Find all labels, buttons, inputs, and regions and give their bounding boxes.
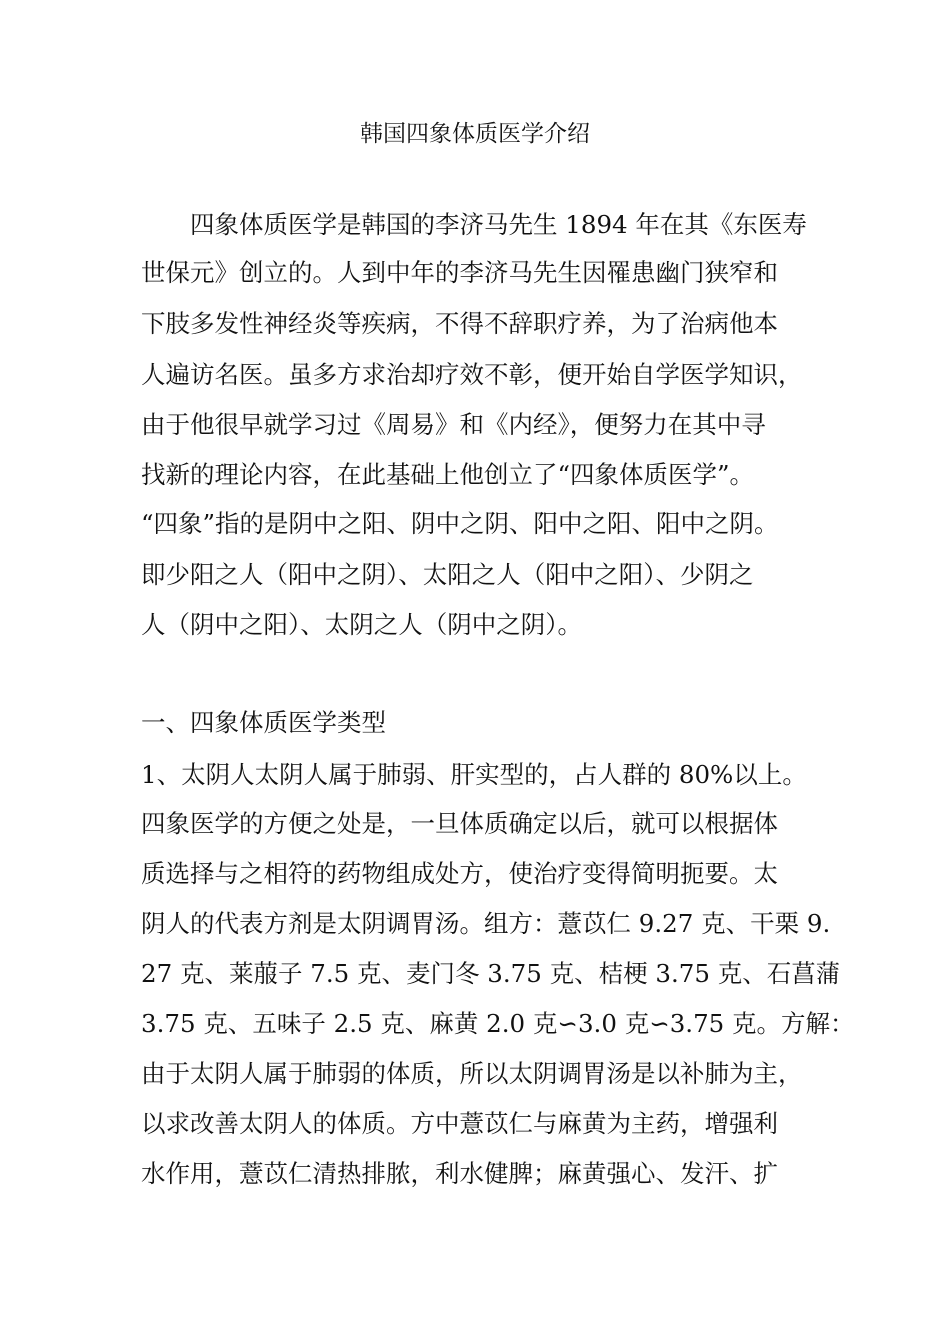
section-line-3: 质选择与之相符的药物组成处方，使治疗变得简明扼要。太 (141, 859, 778, 888)
intro-line-5: 由于他很早就学习过《周易》和《内经》，便努力在其中寻 (141, 410, 766, 439)
intro-line-2: 世保元》创立的。人到中年的李济马先生因罹患幽门狭窄和 (141, 258, 778, 287)
intro-line-4: 人遍访名医。虽多方求治却疗效不彰，便开始自学医学知识， (141, 360, 803, 389)
section-line-6: 3.75 克、五味子 2.5 克、麻黄 2.0 克∽3.0 克∽3.75 克。方解： (141, 1009, 855, 1038)
section-line-9: 水作用，薏苡仁清热排脓，利水健脾；麻黄强心、发汗、扩 (141, 1159, 778, 1188)
intro-line-9: 人（阴中之阳）、太阴之人（阴中之阴）。 (141, 610, 582, 639)
section-line-8: 以求改善太阴人的体质。方中薏苡仁与麻黄为主药，增强利 (141, 1109, 778, 1138)
intro-line-3: 下肢多发性神经炎等疾病，不得不辞职疗养，为了治病他本 (141, 309, 778, 338)
section-line-5: 27 克、莱菔子 7.5 克、麦门冬 3.75 克、桔梗 3.75 克、石菖蒲 (141, 959, 841, 988)
section-line-1: 1、太阴人太阴人属于肺弱、肝实型的，占人群的 80%以上。 (141, 760, 807, 789)
intro-line-8: 即少阳之人（阳中之阴）、太阳之人（阳中之阳）、少阴之 (141, 560, 754, 589)
section-line-7: 由于太阴人属于肺弱的体质，所以太阴调胃汤是以补肺为主， (141, 1059, 803, 1088)
section-heading: 一、四象体质医学类型 (141, 708, 386, 737)
intro-line-6: 找新的理论内容，在此基础上他创立了“四象体质医学”。 (141, 460, 755, 489)
section-line-2: 四象医学的方便之处是，一旦体质确定以后，就可以根据体 (141, 809, 778, 838)
intro-line-1: 四象体质医学是韩国的李济马先生 1894 年在其《东医寿 (190, 210, 807, 239)
document-title: 韩国四象体质医学介绍 (360, 121, 590, 147)
section-line-4: 阴人的代表方剂是太阴调胃汤。组方：薏苡仁 9.27 克、干栗 9. (141, 909, 831, 938)
intro-line-7: “四象”指的是阴中之阳、阴中之阴、阳中之阳、阳中之阴。 (141, 509, 779, 538)
